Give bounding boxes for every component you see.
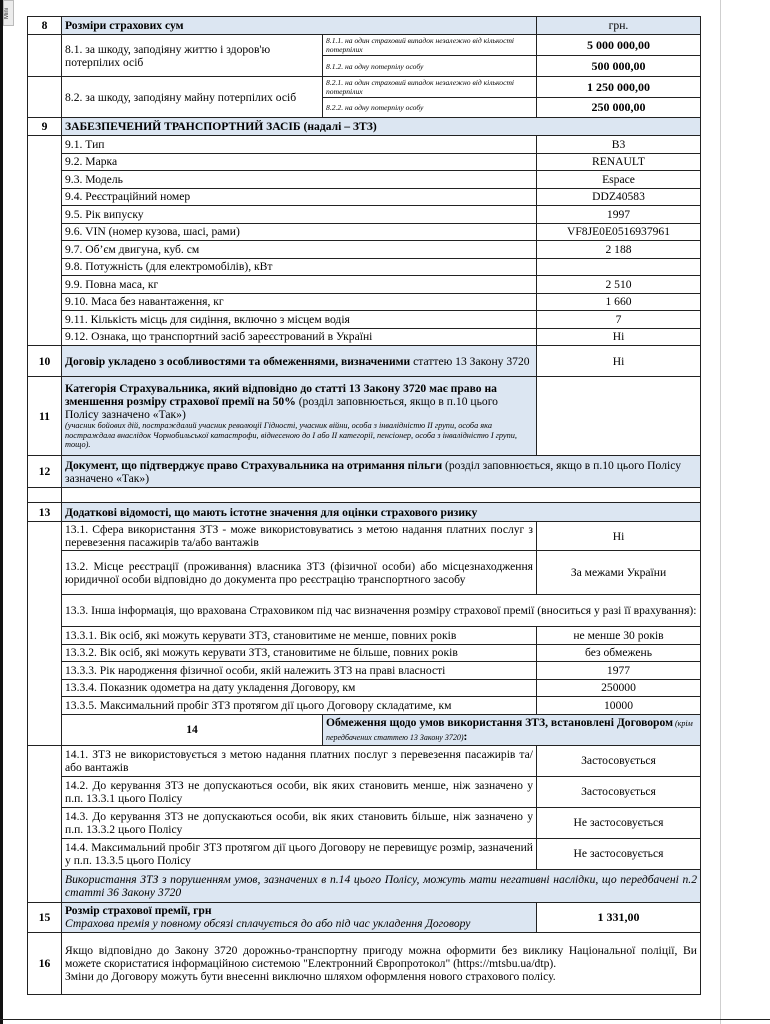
vehicle-label: 9.8. Потужність (для електромобілів), кВт (62, 258, 537, 276)
minimize-tab[interactable]: Mini (3, 0, 14, 26)
vehicle-value: 1 660 (537, 293, 701, 311)
section-11 (28, 377, 701, 456)
other-info-value: 10000 (537, 697, 701, 715)
restriction-row (28, 838, 701, 869)
restriction-label: 14.2. До керування ЗТЗ не допускаються особи, вік яких становить менше, ніж зазначено у п.п. 13.3.1 цього Полісу (62, 776, 537, 807)
row-8-2-1-value: 1 250 000,00 (537, 77, 701, 98)
restriction-value: Не застосовується (537, 838, 701, 869)
section-number: 10 (28, 346, 62, 377)
section-8-header (28, 17, 701, 35)
section-9-header (28, 118, 701, 136)
bottom-edge-line (0, 1019, 770, 1020)
vehicle-label: 9.3. Модель (62, 171, 537, 189)
section-14-header (28, 714, 701, 745)
other-info-value: 250000 (537, 679, 701, 697)
vehicle-value (537, 258, 701, 276)
section-number: 8 (28, 17, 62, 35)
row-8-2-1-label: 8.2.1. на один страховий випадок незалежно від кількості потерпілих (323, 77, 537, 98)
section-11-rest: (розділ заповнюється, якщо в п.10 цього Полісу зазначено «Так») (65, 395, 498, 422)
section-12-rest: (розділ заповнюється, якщо в п.10 цього Полісу зазначено «Так») (65, 458, 681, 485)
vehicle-label: 9.4. Реєстраційний номер (62, 188, 537, 206)
restriction-label: 14.1. ЗТЗ не використовується з метою надання платних послуг з перевезення пасажирів та/або вантажів (62, 745, 537, 776)
section-title: ЗАБЕЗПЕЧЕНИЙ ТРАНСПОРТНИЙ ЗАСІБ (надалі – ЗТЗ) (62, 118, 701, 136)
vehicle-row (28, 293, 701, 311)
section-12 (28, 456, 701, 488)
restriction-warning-row (28, 869, 701, 902)
vehicle-value: 7 (537, 311, 701, 329)
vehicle-label: 9.6. VIN (номер кузова, шасі, рами) (62, 223, 537, 241)
currency-unit: грн. (537, 17, 701, 35)
vehicle-row (28, 206, 701, 224)
vehicle-row (28, 223, 701, 241)
vehicle-row (28, 276, 701, 294)
vehicle-value: 2 188 (537, 241, 701, 259)
section-16 (28, 932, 701, 994)
section-number: 13 (28, 503, 62, 522)
vehicle-value: Espace (537, 171, 701, 189)
row-8-1-1-label: 8.1.1. на один страховий випадок незалежно від кількості потерпілих (323, 35, 537, 56)
other-info-label: 13.3.3. Рік народження фізичної особи, якій належить ЗТЗ на праві власності (62, 662, 537, 680)
row-8-2-label: 8.2. за шкоду, заподіяну майну потерпілих осіб (62, 77, 323, 118)
section-16-text (62, 932, 701, 994)
row-8-2-2-value: 250 000,00 (537, 98, 701, 118)
other-info-value: без обмежень (537, 644, 701, 662)
restriction-value: Не застосовується (537, 807, 701, 838)
vehicle-row (28, 136, 701, 154)
other-info-row (28, 679, 701, 697)
row-13-1 (28, 522, 701, 551)
section-14-note: (крім передбачених статтею 13 Закону 3720) (326, 718, 693, 742)
vehicle-label: 9.2. Марка (62, 153, 537, 171)
row-13-1-value: Ні (537, 522, 701, 551)
row-13-3-label: 13.3. Інша інформація, що врахована Страховиком під час визначення розміру страхової премії (вноситься у разі її врахування): (62, 595, 701, 627)
section-14-bold: Обмеження щодо умов використання ЗТЗ, встановлені Договором (326, 715, 673, 729)
section-14-colon: : (463, 729, 468, 743)
vehicle-value: 2 510 (537, 276, 701, 294)
section-number: 12 (28, 456, 62, 488)
vehicle-row (28, 153, 701, 171)
section-13-header (28, 503, 701, 522)
vehicle-label: 9.1. Тип (62, 136, 537, 154)
section-number: 11 (28, 377, 62, 456)
row-13-2 (28, 551, 701, 595)
other-info-row (28, 697, 701, 715)
section-16-paragraph: Якщо відповідно до Закону 3720 дорожньо-транспортну пригоду можна оформити без виклику Національної поліції, Ви можете скористатися інформаційною системою "Електронний Європротокол" (https://mtsbu.ua/dtp). (65, 943, 697, 970)
section-number: 9 (28, 118, 62, 136)
row-8-1-2-label: 8.1.2. на одну потерпілу особу (323, 56, 537, 77)
section-title: Розміри страхових сум (62, 17, 537, 35)
vehicle-label: 9.11. Кількість місць для сидіння, включно з місцем водія (62, 311, 537, 329)
vehicle-label: 9.9. Повна маса, кг (62, 276, 537, 294)
section-15-text (62, 902, 537, 932)
other-info-label: 13.3.4. Показник одометра на дату укладення Договору, км (62, 679, 537, 697)
vehicle-label: 9.10. Маса без навантаження, кг (62, 293, 537, 311)
section-10-value: Ні (537, 346, 701, 377)
row-8-1-2-value: 500 000,00 (537, 56, 701, 77)
section-11-text (62, 377, 537, 456)
row-13-1-label: 13.1. Сфера використання ЗТЗ - може використовуватись з метою надання платних послуг з перевезення пасажирів та/або вантажів (62, 522, 537, 551)
restriction-row (28, 745, 701, 776)
section-10-bold: Договір укладено з особливостями та обмеженнями, визначеними (65, 354, 411, 368)
section-number: 15 (28, 902, 62, 932)
vehicle-value: RENAULT (537, 153, 701, 171)
right-margin-line (720, 0, 721, 1024)
other-info-value: не менше 30 років (537, 627, 701, 645)
section-16-paragraph-2: Зміни до Договору можуть бути внесенні виключно шляхом оформлення нового страхового полісу. (65, 969, 556, 983)
section-title: Додаткові відомості, що мають істотне значення для оцінки страхового ризику (62, 503, 701, 522)
vehicle-row (28, 241, 701, 259)
other-info-value: 1977 (537, 662, 701, 680)
row-13-3 (28, 595, 701, 627)
vehicle-row (28, 311, 701, 329)
section-10-text (62, 346, 537, 377)
section-11-note: (учасник бойових дій, постраждалий учасник революції Гідності, учасник війни, особа з інвалідністю ІІ групи, особа яка постраждала внаслідок Чорнобильської катастрофи, віднесеною до І або ІІ категорії, пенсіонер, особа з інвалідністю І групи, тощо). (65, 421, 517, 450)
section-15-title: Розмір страхової премії, грн (65, 904, 212, 917)
other-info-label: 13.3.5. Максимальний пробіг ЗТЗ протягом дії цього Договору складатиме, км (62, 697, 537, 715)
row-8-2-2-label: 8.2.2. на одну потерпілу особу (323, 98, 537, 118)
row-8-1-label: 8.1. за шкоду, заподіяну життю і здоров'ю потерпілих осіб (62, 35, 323, 77)
restriction-value: Застосовується (537, 745, 701, 776)
row-8-1-1-value: 5 000 000,00 (537, 35, 701, 56)
restriction-row (28, 776, 701, 807)
vehicle-value: B3 (537, 136, 701, 154)
section-12-text (62, 456, 701, 488)
other-info-row (28, 662, 701, 680)
restriction-warning: Використання ЗТЗ з порушенням умов, зазначених в п.14 цього Полісу, можуть мати негативні наслідки, що передбачені п.2 статті 36 Закону 3720 (62, 869, 701, 902)
vehicle-value: VF8JE0E0516937961 (537, 223, 701, 241)
other-info-row (28, 644, 701, 662)
left-edge-shadow (0, 0, 3, 1024)
row-8-2-a (28, 77, 701, 98)
vehicle-value: DDZ40583 (537, 188, 701, 206)
section-number: 16 (28, 932, 62, 994)
section-12-bold: Документ, що підтверджує право Страхувальника на отримання пільги (65, 458, 443, 472)
row-8-1-a (28, 35, 701, 56)
vehicle-row (28, 328, 701, 346)
other-info-label: 13.3.1. Вік осіб, які можуть керувати ЗТЗ, становитиме не менше, повних років (62, 627, 537, 645)
row-13-2-value: За межами України (537, 551, 701, 595)
section-10 (28, 346, 701, 377)
restriction-value: Застосовується (537, 776, 701, 807)
policy-table (27, 16, 701, 995)
section-11-bold: Категорія Страхувальника, який відповідно до статті 13 Закону 3720 має право на зменшення розміру страхової премії на 50% (65, 382, 497, 409)
other-info-label: 13.3.2. Вік осіб, які можуть керувати ЗТЗ, становитиме не більше, повних років (62, 644, 537, 662)
vehicle-row (28, 258, 701, 276)
restriction-row (28, 807, 701, 838)
restriction-label: 14.4. Максимальний пробіг ЗТЗ протягом дії цього Договору не перевищує розмір, зазначений у п.п. 13.3.5 цього Полісу (62, 838, 537, 869)
premium-amount: 1 331,00 (537, 902, 701, 932)
row-13-2-label: 13.2. Місце реєстрації (проживання) власника ЗТЗ (фізичної особи) або місцезнаходження юридичної особи відповідно до документа про реєстрацію транспортного засобу (62, 551, 537, 595)
restriction-label: 14.3. До керування ЗТЗ не допускаються особи, вік яких становить більше, ніж зазначено у п.п. 13.3.2 цього Полісу (62, 807, 537, 838)
section-14-title (323, 714, 701, 745)
section-15-note: Страхова премія у повному обсязі сплачується до або під час укладення Договору (65, 917, 471, 930)
vehicle-row (28, 171, 701, 189)
other-info-row (28, 627, 701, 645)
vehicle-value: Ні (537, 328, 701, 346)
section-number: 14 (62, 714, 323, 745)
vehicle-label: 9.7. Об’єм двигуна, куб. см (62, 241, 537, 259)
section-11-value (537, 377, 701, 456)
vehicle-value: 1997 (537, 206, 701, 224)
vehicle-label: 9.5. Рік випуску (62, 206, 537, 224)
section-12-empty-row (28, 488, 701, 503)
vehicle-row (28, 188, 701, 206)
section-15 (28, 902, 701, 932)
vehicle-label: 9.12. Ознака, що транспортний засіб зареєстрований в Україні (62, 328, 537, 346)
section-10-rest: статтею 13 Закону 3720 (410, 354, 530, 368)
